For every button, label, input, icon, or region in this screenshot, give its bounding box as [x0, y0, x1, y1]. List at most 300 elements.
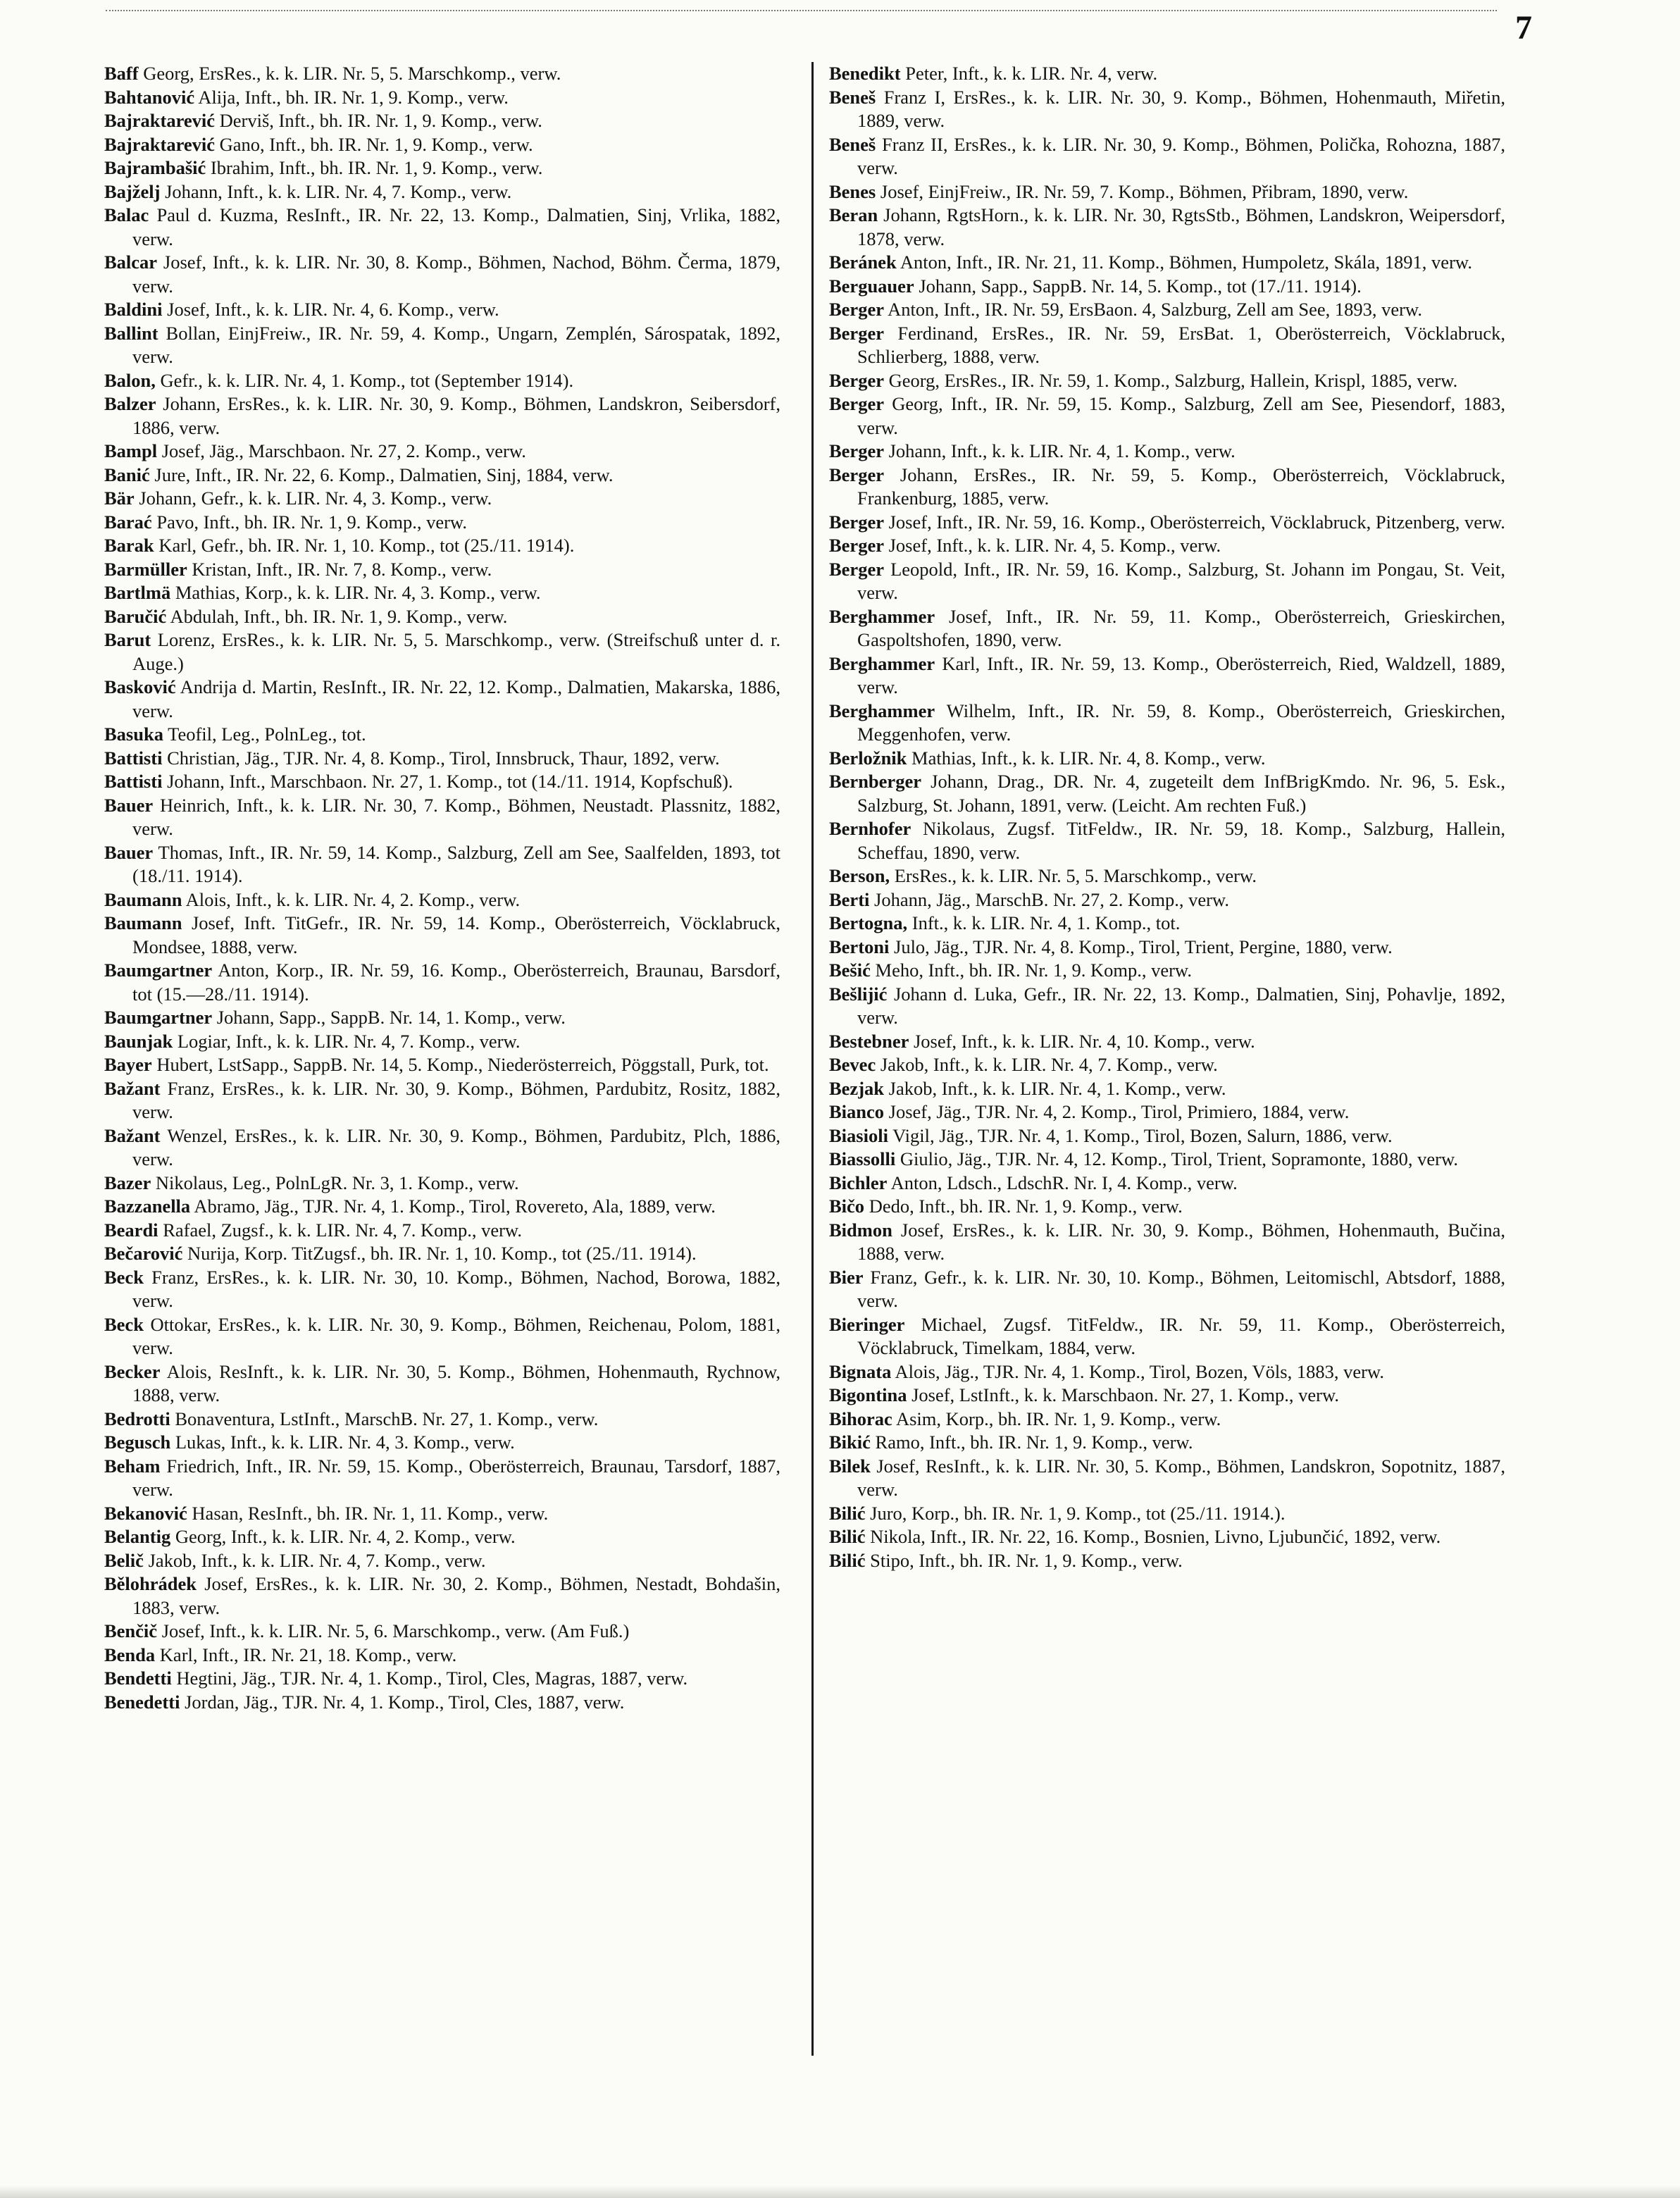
register-entry: [829, 369, 1505, 393]
register-entry: [104, 605, 780, 629]
entry-surname: Baručić: [104, 605, 167, 627]
register-entry: [829, 1100, 1505, 1124]
entry-details: Paul d. Kuzma, ResInft., IR. Nr. 22, 13. Komp., Dalmatien, Sinj, Vrlika, 1882, verw.: [132, 204, 780, 249]
entry-details: Franz I, ErsRes., k. k. LIR. Nr. 30, 9. Komp., Böhmen, Hohenmauth, Miřetin, 1889, verw.: [857, 86, 1505, 131]
entry-surname: Bauer: [104, 794, 154, 816]
top-edge-rule: [106, 10, 1497, 11]
entry-details: Jordan, Jäg., TJR. Nr. 4, 1. Komp., Tirol, Cles, 1887, verw.: [185, 1691, 625, 1713]
entry-surname: Beran: [829, 204, 878, 225]
register-entry: [829, 1408, 1505, 1432]
register-entry: [104, 156, 780, 180]
entry-details: Ramo, Inft., bh. IR. Nr. 1, 9. Komp., verw.: [875, 1432, 1193, 1453]
entry-surname: Benes: [829, 180, 876, 202]
entry-surname: Beck: [104, 1313, 144, 1335]
entry-details: Jakob, Inft., k. k. LIR. Nr. 4, 7. Komp., verw.: [148, 1549, 486, 1571]
entry-details: Johann, ErsRes., IR. Nr. 59, 5. Komp., Oberösterreich, Vöcklabruck, Frankenburg, 1885, verw.: [857, 464, 1505, 509]
entry-details: Franz, ErsRes., k. k. LIR. Nr. 30, 9. Komp., Böhmen, Pardubitz, Rositz, 1882, verw.: [132, 1077, 780, 1122]
entry-details: Josef, Inft., IR. Nr. 59, 16. Komp., Oberösterreich, Vöcklabruck, Pitzenberg, verw.: [888, 511, 1505, 533]
register-entry: [829, 1124, 1505, 1148]
entry-details: Logiar, Inft., k. k. LIR. Nr. 4, 7. Komp., verw.: [177, 1030, 521, 1052]
entry-details: Alois, ResInft., k. k. LIR. Nr. 30, 5. Komp., Böhmen, Hohenmauth, Rychnow, 1888, verw.: [132, 1360, 780, 1405]
register-entry: [104, 1219, 780, 1243]
register-entry: [104, 794, 780, 841]
register-entry: [104, 628, 780, 676]
entry-surname: Berger: [829, 511, 884, 533]
register-entry: [829, 1053, 1505, 1077]
entry-surname: Baumgartner: [104, 960, 213, 981]
entry-details: Johann d. Luka, Gefr., IR. Nr. 22, 13. Komp., Dalmatien, Sinj, Pohavlje, 1892, verw.: [857, 983, 1505, 1028]
register-entry: [829, 464, 1505, 511]
entry-details: Nikola, Inft., IR. Nr. 22, 16. Komp., Bosnien, Livno, Ljubunčić, 1892, verw.: [870, 1526, 1441, 1547]
entry-details: Abdulah, Inft., bh. IR. Nr. 1, 9. Komp., verw.: [170, 605, 508, 627]
entry-details: Mathias, Korp., k. k. LIR. Nr. 4, 3. Komp., verw.: [175, 582, 541, 603]
register-entry: [104, 109, 780, 133]
entry-surname: Balon,: [104, 369, 156, 391]
entry-surname: Bigontina: [829, 1384, 907, 1405]
entry-details: Thomas, Inft., IR. Nr. 59, 14. Komp., Salzburg, Zell am See, Saalfelden, 1893, tot (18./11. 1914).: [132, 841, 780, 886]
entry-surname: Ballint: [104, 322, 158, 344]
entry-details: Johann, ErsRes., k. k. LIR. Nr. 30, 9. Komp., Böhmen, Landskron, Seibersdorf, 1886, verw.: [132, 393, 780, 438]
entry-surname: Bichler: [829, 1172, 888, 1193]
register-entry: [829, 605, 1505, 652]
entry-surname: Baumann: [104, 888, 182, 910]
entry-details: Peter, Inft., k. k. LIR. Nr. 4, verw.: [905, 63, 1158, 84]
entry-details: Anton, Korp., IR. Nr. 59, 16. Komp., Oberösterreich, Braunau, Barsdorf, tot (15.—28./11. 1914).: [132, 960, 780, 1005]
entry-surname: Barut: [104, 629, 151, 650]
entry-details: Franz II, ErsRes., k. k. LIR. Nr. 30, 9. Komp., Böhmen, Polička, Rohozna, 1887, verw.: [857, 133, 1505, 178]
register-entry: [104, 204, 780, 251]
entry-surname: Balac: [104, 204, 149, 225]
register-entry: [829, 1077, 1505, 1101]
entry-details: Nurija, Korp. TitZugsf., bh. IR. Nr. 1, 10. Komp., tot (25./11. 1914).: [187, 1243, 697, 1264]
register-entry: [104, 251, 780, 298]
entry-details: Michael, Zugsf. TitFeldw., IR. Nr. 59, 11. Komp., Oberösterreich, Vöcklabruck, Timelkam, 1884, verw.: [857, 1313, 1505, 1358]
entry-surname: Basuka: [104, 724, 163, 745]
register-entry: [829, 1455, 1505, 1502]
entry-details: Hegtini, Jäg., TJR. Nr. 4, 1. Komp., Tirol, Cles, Magras, 1887, verw.: [176, 1668, 688, 1689]
register-entry: [104, 1172, 780, 1196]
entry-surname: Bauer: [104, 841, 154, 863]
entry-surname: Berger: [829, 322, 884, 344]
entry-surname: Belantig: [104, 1526, 171, 1547]
register-entry: [829, 1219, 1505, 1266]
entry-details: Josef, Inft., k. k. LIR. Nr. 4, 6. Komp., verw.: [167, 299, 499, 320]
entry-surname: Beránek: [829, 252, 897, 273]
register-entry: [104, 1644, 780, 1668]
entry-details: Johann, Inft., k. k. LIR. Nr. 4, 7. Komp., verw.: [165, 180, 512, 202]
register-entry: [829, 1172, 1505, 1196]
entry-surname: Beneš: [829, 133, 876, 155]
entry-details: Bonaventura, LstInft., MarschB. Nr. 27, 1. Komp., verw.: [175, 1408, 599, 1429]
entry-surname: Begusch: [104, 1432, 171, 1453]
register-entry: [829, 912, 1505, 936]
register-entry: [104, 180, 780, 204]
register-entry: [829, 275, 1505, 299]
register-entry: [829, 62, 1505, 86]
entry-surname: Biasioli: [829, 1124, 888, 1146]
entry-surname: Bezjak: [829, 1077, 885, 1099]
register-entry: [829, 700, 1505, 747]
entry-details: Josef, Inft., k. k. LIR. Nr. 4, 5. Komp., verw.: [888, 535, 1221, 556]
entry-surname: Balcar: [104, 252, 158, 273]
entry-surname: Berguauer: [829, 275, 914, 297]
bottom-edge: [0, 2185, 1680, 2198]
register-entry: [104, 322, 780, 369]
entry-details: Teofil, Leg., PolnLeg., tot.: [168, 724, 366, 745]
register-entry: [104, 464, 780, 488]
entry-details: Rafael, Zugsf., k. k. LIR. Nr. 4, 7. Komp., verw.: [163, 1219, 522, 1241]
entry-details: Jakob, Inft., k. k. LIR. Nr. 4, 1. Komp., verw.: [888, 1077, 1226, 1099]
entry-surname: Berson,: [829, 865, 890, 886]
register-entry: [104, 534, 780, 558]
entry-details: Andrija d. Martin, ResInft., IR. Nr. 22, 12. Komp., Dalmatien, Makarska, 1886, verw.: [132, 676, 780, 721]
entry-surname: Berger: [829, 535, 884, 556]
entry-surname: Bazzanella: [104, 1196, 191, 1217]
entry-surname: Berger: [829, 440, 884, 461]
entry-surname: Bajraktarević: [104, 133, 215, 155]
register-entry: [104, 747, 780, 771]
register-entry: [829, 1195, 1505, 1219]
entry-surname: Beham: [104, 1455, 161, 1477]
left-column: [104, 62, 780, 1714]
entry-surname: Bajraktarević: [104, 110, 215, 131]
entry-details: Vigil, Jäg., TJR. Nr. 4, 1. Komp., Tirol, Bozen, Salurn, 1886, verw.: [892, 1124, 1393, 1146]
entry-details: Karl, Inft., IR. Nr. 59, 13. Komp., Oberösterreich, Ried, Waldzell, 1889, verw.: [857, 652, 1505, 697]
entry-surname: Benedikt: [829, 63, 901, 84]
entry-surname: Bernberger: [829, 771, 921, 792]
entry-surname: Berghammer: [829, 652, 935, 674]
entry-details: Wilhelm, Inft., IR. Nr. 59, 8. Komp., Oberösterreich, Grieskirchen, Meggenhofen, verw.: [857, 700, 1505, 745]
register-entry: [829, 770, 1505, 817]
entry-surname: Bilić: [829, 1526, 866, 1547]
entry-details: Josef, LstInft., k. k. Marschbaon. Nr. 27, 1. Komp., verw.: [911, 1384, 1340, 1405]
entry-details: Karl, Gefr., bh. IR. Nr. 1, 10. Komp., tot (25./11. 1914).: [158, 535, 575, 556]
entry-details: Nikolaus, Zugsf. TitFeldw., IR. Nr. 59, 18. Komp., Salzburg, Hallein, Scheffau, 1890, verw.: [857, 818, 1505, 863]
register-entry: [104, 1242, 780, 1266]
register-entry: [104, 959, 780, 1006]
register-entry: [104, 392, 780, 440]
entry-details: Hubert, LstSapp., SappB. Nr. 14, 5. Komp., Niederösterreich, Pöggstall, Purk, tot.: [156, 1054, 769, 1075]
entry-surname: Bevec: [829, 1054, 876, 1075]
entry-details: Wenzel, ErsRes., k. k. LIR. Nr. 30, 9. Komp., Böhmen, Pardubitz, Plch, 1886, verw.: [132, 1124, 780, 1169]
register-entry: [829, 936, 1505, 960]
register-entry: [104, 1525, 780, 1549]
entry-surname: Bedrotti: [104, 1408, 170, 1429]
register-entry: [829, 251, 1505, 275]
entry-details: Leopold, Inft., IR. Nr. 59, 16. Komp., Salzburg, St. Johann im Pongau, St. Veit, verw.: [857, 558, 1505, 603]
entry-details: Christian, Jäg., TJR. Nr. 4, 8. Komp., Tirol, Innsbruck, Thaur, 1892, verw.: [167, 747, 720, 769]
register-entry: [104, 1313, 780, 1360]
entry-details: Karl, Inft., IR. Nr. 21, 18. Komp., verw.: [159, 1644, 457, 1665]
entry-details: Dedo, Inft., bh. IR. Nr. 1, 9. Komp., verw.: [869, 1196, 1183, 1217]
register-entry: [829, 1525, 1505, 1549]
entry-surname: Bayer: [104, 1054, 152, 1075]
entry-details: Alois, Jäg., TJR. Nr. 4, 1. Komp., Tirol, Bozen, Völs, 1883, verw.: [895, 1360, 1384, 1382]
register-entry: [104, 369, 780, 393]
register-entry: [829, 298, 1505, 322]
register-entry: [104, 888, 780, 912]
entry-surname: Bajželj: [104, 180, 161, 202]
entry-surname: Bešić: [829, 960, 871, 981]
entry-details: Johann, RgtsHorn., k. k. LIR. Nr. 30, RgtsStb., Böhmen, Landskron, Weipersdorf, 1878, verw.: [857, 204, 1505, 249]
entry-surname: Bekanović: [104, 1502, 187, 1524]
entry-details: Johann, Drag., DR. Nr. 4, zugeteilt dem InfBrigKmdo. Nr. 96, 5. Esk., Salzburg, St. Johann, 1891, verw. (Leicht. Am rechten Fuß.): [857, 771, 1505, 816]
entry-details: Juro, Korp., bh. IR. Nr. 1, 9. Komp., tot (25./11. 1914.).: [870, 1502, 1286, 1524]
register-entry: [829, 888, 1505, 912]
entry-surname: Berger: [829, 299, 884, 320]
entry-details: Pavo, Inft., bh. IR. Nr. 1, 9. Komp., verw.: [156, 511, 467, 533]
entry-details: Georg, Inft., k. k. LIR. Nr. 4, 2. Komp., verw.: [175, 1526, 516, 1547]
entry-surname: Barać: [104, 511, 152, 533]
entry-details: Meho, Inft., bh. IR. Nr. 1, 9. Komp., verw.: [875, 960, 1192, 981]
entry-details: Alija, Inft., bh. IR. Nr. 1, 9. Komp., verw.: [198, 86, 509, 108]
entry-details: Johann, Jäg., MarschB. Nr. 27, 2. Komp., verw.: [874, 888, 1229, 910]
entry-surname: Bahtanović: [104, 86, 195, 108]
entry-details: Lukas, Inft., k. k. LIR. Nr. 4, 3. Komp., verw.: [175, 1432, 515, 1453]
register-entry: [829, 392, 1505, 440]
register-entry: [829, 864, 1505, 888]
column-divider: [811, 62, 814, 2056]
entry-surname: Bendetti: [104, 1668, 172, 1689]
entry-surname: Balzer: [104, 393, 156, 414]
register-entry: [104, 1572, 780, 1620]
register-entry: [104, 770, 780, 794]
entry-details: Julo, Jäg., TJR. Nr. 4, 8. Komp., Tirol, Trient, Pergine, 1880, verw.: [894, 936, 1393, 957]
register-entry: [104, 1549, 780, 1573]
entry-details: Kristan, Inft., IR. Nr. 7, 8. Komp., verw.: [192, 558, 492, 580]
entry-details: Gefr., k. k. LIR. Nr. 4, 1. Komp., tot (September 1914).: [160, 369, 574, 391]
entry-details: Friedrich, Inft., IR. Nr. 59, 15. Komp., Oberösterreich, Braunau, Tarsdorf, 1887, verw.: [132, 1455, 780, 1500]
entry-details: Abramo, Jäg., TJR. Nr. 4, 1. Komp., Tirol, Rovereto, Ala, 1889, verw.: [194, 1196, 716, 1217]
entry-surname: Bikić: [829, 1432, 871, 1453]
register-entry: [829, 1431, 1505, 1455]
entry-surname: Bartlmä: [104, 582, 171, 603]
entry-details: Josef, Inft., k. k. LIR. Nr. 5, 6. Marschkomp., verw. (Am Fuß.): [161, 1620, 630, 1641]
entry-surname: Bernhofer: [829, 818, 911, 839]
register-entry: [829, 180, 1505, 204]
entry-details: Johann, Inft., k. k. LIR. Nr. 4, 1. Komp., verw.: [888, 440, 1236, 461]
register-entry: [104, 487, 780, 511]
register-entry: [829, 1384, 1505, 1408]
entry-details: Georg, Inft., IR. Nr. 59, 15. Komp., Salzburg, Zell am See, Piesendorf, 1883, verw.: [857, 393, 1505, 438]
entry-surname: Bär: [104, 488, 135, 509]
entry-surname: Bidmon: [829, 1219, 892, 1241]
register-entry: [104, 581, 780, 605]
entry-surname: Beck: [104, 1266, 144, 1288]
entry-details: Anton, Ldsch., LdschR. Nr. I, 4. Komp., verw.: [890, 1172, 1238, 1193]
register-entry: [829, 747, 1505, 771]
register-entry: [829, 322, 1505, 369]
entry-surname: Bieringer: [829, 1313, 905, 1335]
entry-surname: Bičo: [829, 1196, 865, 1217]
entry-surname: Berger: [829, 558, 884, 580]
register-entry: [104, 1195, 780, 1219]
register-entry: [104, 1455, 780, 1502]
page-number: 7: [1515, 9, 1532, 46]
register-entry: [829, 1313, 1505, 1360]
entry-surname: Bazer: [104, 1172, 151, 1193]
entry-details: Alois, Inft., k. k. LIR. Nr. 4, 2. Komp., verw.: [185, 888, 521, 910]
register-entry: [829, 1360, 1505, 1384]
entry-details: Anton, Inft., IR. Nr. 59, ErsBaon. 4, Salzburg, Zell am See, 1893, verw.: [888, 299, 1422, 320]
register-entry: [829, 534, 1505, 558]
entry-details: Mathias, Inft., k. k. LIR. Nr. 4, 8. Komp., verw.: [911, 747, 1266, 769]
register-entry: [104, 1502, 780, 1526]
register-entry: [104, 841, 780, 888]
entry-details: Johann, Inft., Marschbaon. Nr. 27, 1. Komp., tot (14./11. 1914, Kopfschuß).: [167, 771, 733, 792]
register-entry: [104, 1124, 780, 1172]
entry-details: Gano, Inft., bh. IR. Nr. 1, 9. Komp., verw.: [219, 133, 533, 155]
register-entry: [829, 440, 1505, 464]
entry-surname: Bilić: [829, 1502, 866, 1524]
entry-details: Hasan, ResInft., bh. IR. Nr. 1, 11. Komp., verw.: [192, 1502, 549, 1524]
entry-surname: Benedetti: [104, 1691, 180, 1713]
register-entry: [104, 298, 780, 322]
entry-surname: Bažant: [104, 1124, 161, 1146]
entry-surname: Berghammer: [829, 605, 935, 627]
entry-surname: Bihorac: [829, 1408, 892, 1429]
entry-surname: Bilić: [829, 1549, 866, 1571]
register-entry: [104, 1667, 780, 1691]
register-entry: [104, 62, 780, 86]
entry-details: Jakob, Inft., k. k. LIR. Nr. 4, 7. Komp., verw.: [880, 1054, 1218, 1075]
register-entry: [829, 86, 1505, 133]
entry-surname: Benda: [104, 1644, 156, 1665]
register-entry: [829, 1549, 1505, 1573]
entry-surname: Berger: [829, 464, 884, 485]
entry-details: Josef, ResInft., k. k. LIR. Nr. 30, 5. Komp., Böhmen, Landskron, Sopotnitz, 1887, verw.: [857, 1455, 1505, 1500]
entry-details: Josef, Inft., IR. Nr. 59, 11. Komp., Oberösterreich, Grieskirchen, Gaspoltshofen, 1890, verw.: [857, 605, 1505, 650]
entry-surname: Berti: [829, 888, 870, 910]
entry-surname: Battisti: [104, 771, 163, 792]
register-entry: [104, 1620, 780, 1644]
entry-surname: Baff: [104, 63, 139, 84]
entry-surname: Baumgartner: [104, 1007, 213, 1028]
register-entry: [104, 723, 780, 747]
entry-surname: Belič: [104, 1549, 144, 1571]
register-entry: [104, 1431, 780, 1455]
right-column: [829, 62, 1505, 1572]
register-entry: [104, 1691, 780, 1715]
register-entry: [104, 86, 780, 110]
entry-surname: Bešlijić: [829, 983, 888, 1005]
entry-details: Stipo, Inft., bh. IR. Nr. 1, 9. Komp., verw.: [870, 1549, 1183, 1571]
entry-details: Bollan, EinjFreiw., IR. Nr. 59, 4. Komp., Ungarn, Zemplén, Sárospatak, 1892, verw.: [132, 322, 780, 367]
entry-surname: Berložnik: [829, 747, 907, 769]
entry-details: Josef, Jäg., Marschbaon. Nr. 27, 2. Komp., verw.: [161, 440, 526, 461]
entry-details: Giulio, Jäg., TJR. Nr. 4, 12. Komp., Tirol, Trient, Sopramonte, 1880, verw.: [900, 1148, 1458, 1169]
entry-details: ErsRes., k. k. LIR. Nr. 5, 5. Marschkomp., verw.: [894, 865, 1257, 886]
entry-surname: Bajrambašić: [104, 157, 206, 178]
register-entry: [104, 133, 780, 157]
entry-surname: Becker: [104, 1360, 161, 1382]
entry-surname: Bignata: [829, 1360, 892, 1382]
entry-surname: Banić: [104, 464, 150, 485]
entry-surname: Barak: [104, 535, 154, 556]
register-entry: [104, 511, 780, 535]
register-entry: [829, 204, 1505, 251]
register-entry: [829, 1266, 1505, 1313]
register-entry: [829, 959, 1505, 983]
entry-details: Inft., k. k. LIR. Nr. 4, 1. Komp., tot.: [911, 912, 1181, 933]
entry-details: Franz, Gefr., k. k. LIR. Nr. 30, 10. Komp., Böhmen, Leitomischl, Abtsdorf, 1888, verw.: [857, 1266, 1505, 1311]
register-entry: [104, 1053, 780, 1077]
register-entry: [829, 1148, 1505, 1172]
entry-details: Johann, Gefr., k. k. LIR. Nr. 4, 3. Komp., verw.: [139, 488, 492, 509]
register-entry: [829, 1030, 1505, 1054]
entry-surname: Bampl: [104, 440, 158, 461]
register-entry: [829, 558, 1505, 605]
entry-details: Josef, Inft. TitGefr., IR. Nr. 59, 14. Komp., Oberösterreich, Vöcklabruck, Mondsee, 1888, verw.: [132, 912, 780, 957]
entry-surname: Beneš: [829, 86, 876, 108]
entry-surname: Bier: [829, 1266, 864, 1288]
entry-surname: Beardi: [104, 1219, 158, 1241]
register-entry: [104, 1408, 780, 1432]
entry-details: Josef, Inft., k. k. LIR. Nr. 30, 8. Komp., Böhmen, Nachod, Böhm. Čerma, 1879, verw.: [132, 252, 780, 297]
register-entry: [104, 1030, 780, 1054]
entry-surname: Baldini: [104, 299, 163, 320]
entry-details: Ferdinand, ErsRes., IR. Nr. 59, ErsBat. 1, Oberösterreich, Vöcklabruck, Schlierberg, 1888, verw.: [857, 322, 1505, 367]
entry-surname: Biassolli: [829, 1148, 896, 1169]
entry-details: Derviš, Inft., bh. IR. Nr. 1, 9. Komp., verw.: [219, 110, 542, 131]
entry-surname: Bečarović: [104, 1243, 183, 1264]
register-entry: [104, 440, 780, 464]
register-entry: [829, 652, 1505, 700]
entry-surname: Barmüller: [104, 558, 187, 580]
entry-surname: Benčič: [104, 1620, 158, 1641]
register-entry: [829, 1502, 1505, 1526]
entry-surname: Bianco: [829, 1101, 885, 1122]
entry-surname: Bertoni: [829, 936, 890, 957]
register-entry: [104, 1006, 780, 1030]
entry-details: Josef, Jäg., TJR. Nr. 4, 2. Komp., Tirol, Primiero, 1884, verw.: [888, 1101, 1350, 1122]
entry-surname: Basković: [104, 676, 176, 697]
register-entry: [104, 558, 780, 582]
entry-details: Ottokar, ErsRes., k. k. LIR. Nr. 30, 9. Komp., Böhmen, Reichenau, Polom, 1881, verw.: [132, 1313, 780, 1358]
register-entry: [829, 511, 1505, 535]
entry-surname: Battisti: [104, 747, 163, 769]
entry-surname: Bažant: [104, 1077, 161, 1099]
entry-details: Lorenz, ErsRes., k. k. LIR. Nr. 5, 5. Marschkomp., verw. (Streifschuß unter d. r. Auge.): [132, 629, 780, 674]
entry-surname: Berghammer: [829, 700, 935, 721]
entry-details: Johann, Sapp., SappB. Nr. 14, 5. Komp., tot (17./11. 1914).: [919, 275, 1362, 297]
register-entry: [829, 983, 1505, 1030]
entry-details: Nikolaus, Leg., PolnLgR. Nr. 3, 1. Komp., verw.: [155, 1172, 519, 1193]
entry-surname: Bestebner: [829, 1030, 909, 1052]
register-entry: [104, 1266, 780, 1313]
entry-surname: Bilek: [829, 1455, 871, 1477]
entry-details: Georg, ErsRes., k. k. LIR. Nr. 5, 5. Marschkomp., verw.: [143, 63, 561, 84]
entry-surname: Baunjak: [104, 1030, 173, 1052]
entry-details: Anton, Inft., IR. Nr. 21, 11. Komp., Böhmen, Humpoletz, Skála, 1891, verw.: [900, 252, 1472, 273]
entry-details: Georg, ErsRes., IR. Nr. 59, 1. Komp., Salzburg, Hallein, Krispl, 1885, verw.: [888, 369, 1458, 391]
register-entry: [104, 1360, 780, 1408]
entry-details: Josef, Inft., k. k. LIR. Nr. 4, 10. Komp., verw.: [913, 1030, 1255, 1052]
entry-details: Josef, EinjFreiw., IR. Nr. 59, 7. Komp., Böhmen, Přibram, 1890, verw.: [880, 180, 1409, 202]
entry-details: Josef, ErsRes., k. k. LIR. Nr. 30, 9. Komp., Böhmen, Hohenmauth, Bučina, 1888, verw.: [857, 1219, 1505, 1264]
register-entry: [829, 133, 1505, 180]
register-entry: [104, 676, 780, 723]
entry-details: Josef, ErsRes., k. k. LIR. Nr. 30, 2. Komp., Böhmen, Nestadt, Bohdašin, 1883, verw.: [132, 1573, 780, 1618]
entry-details: Ibrahim, Inft., bh. IR. Nr. 1, 9. Komp., verw.: [210, 157, 543, 178]
entry-surname: Berger: [829, 393, 884, 414]
entry-surname: Baumann: [104, 912, 182, 933]
entry-surname: Bertogna,: [829, 912, 908, 933]
entry-surname: Berger: [829, 369, 884, 391]
entry-details: Franz, ErsRes., k. k. LIR. Nr. 30, 10. Komp., Böhmen, Nachod, Borowa, 1882, verw.: [132, 1266, 780, 1311]
entry-details: Jure, Inft., IR. Nr. 22, 6. Komp., Dalmatien, Sinj, 1884, verw.: [154, 464, 614, 485]
register-entry: [829, 817, 1505, 864]
